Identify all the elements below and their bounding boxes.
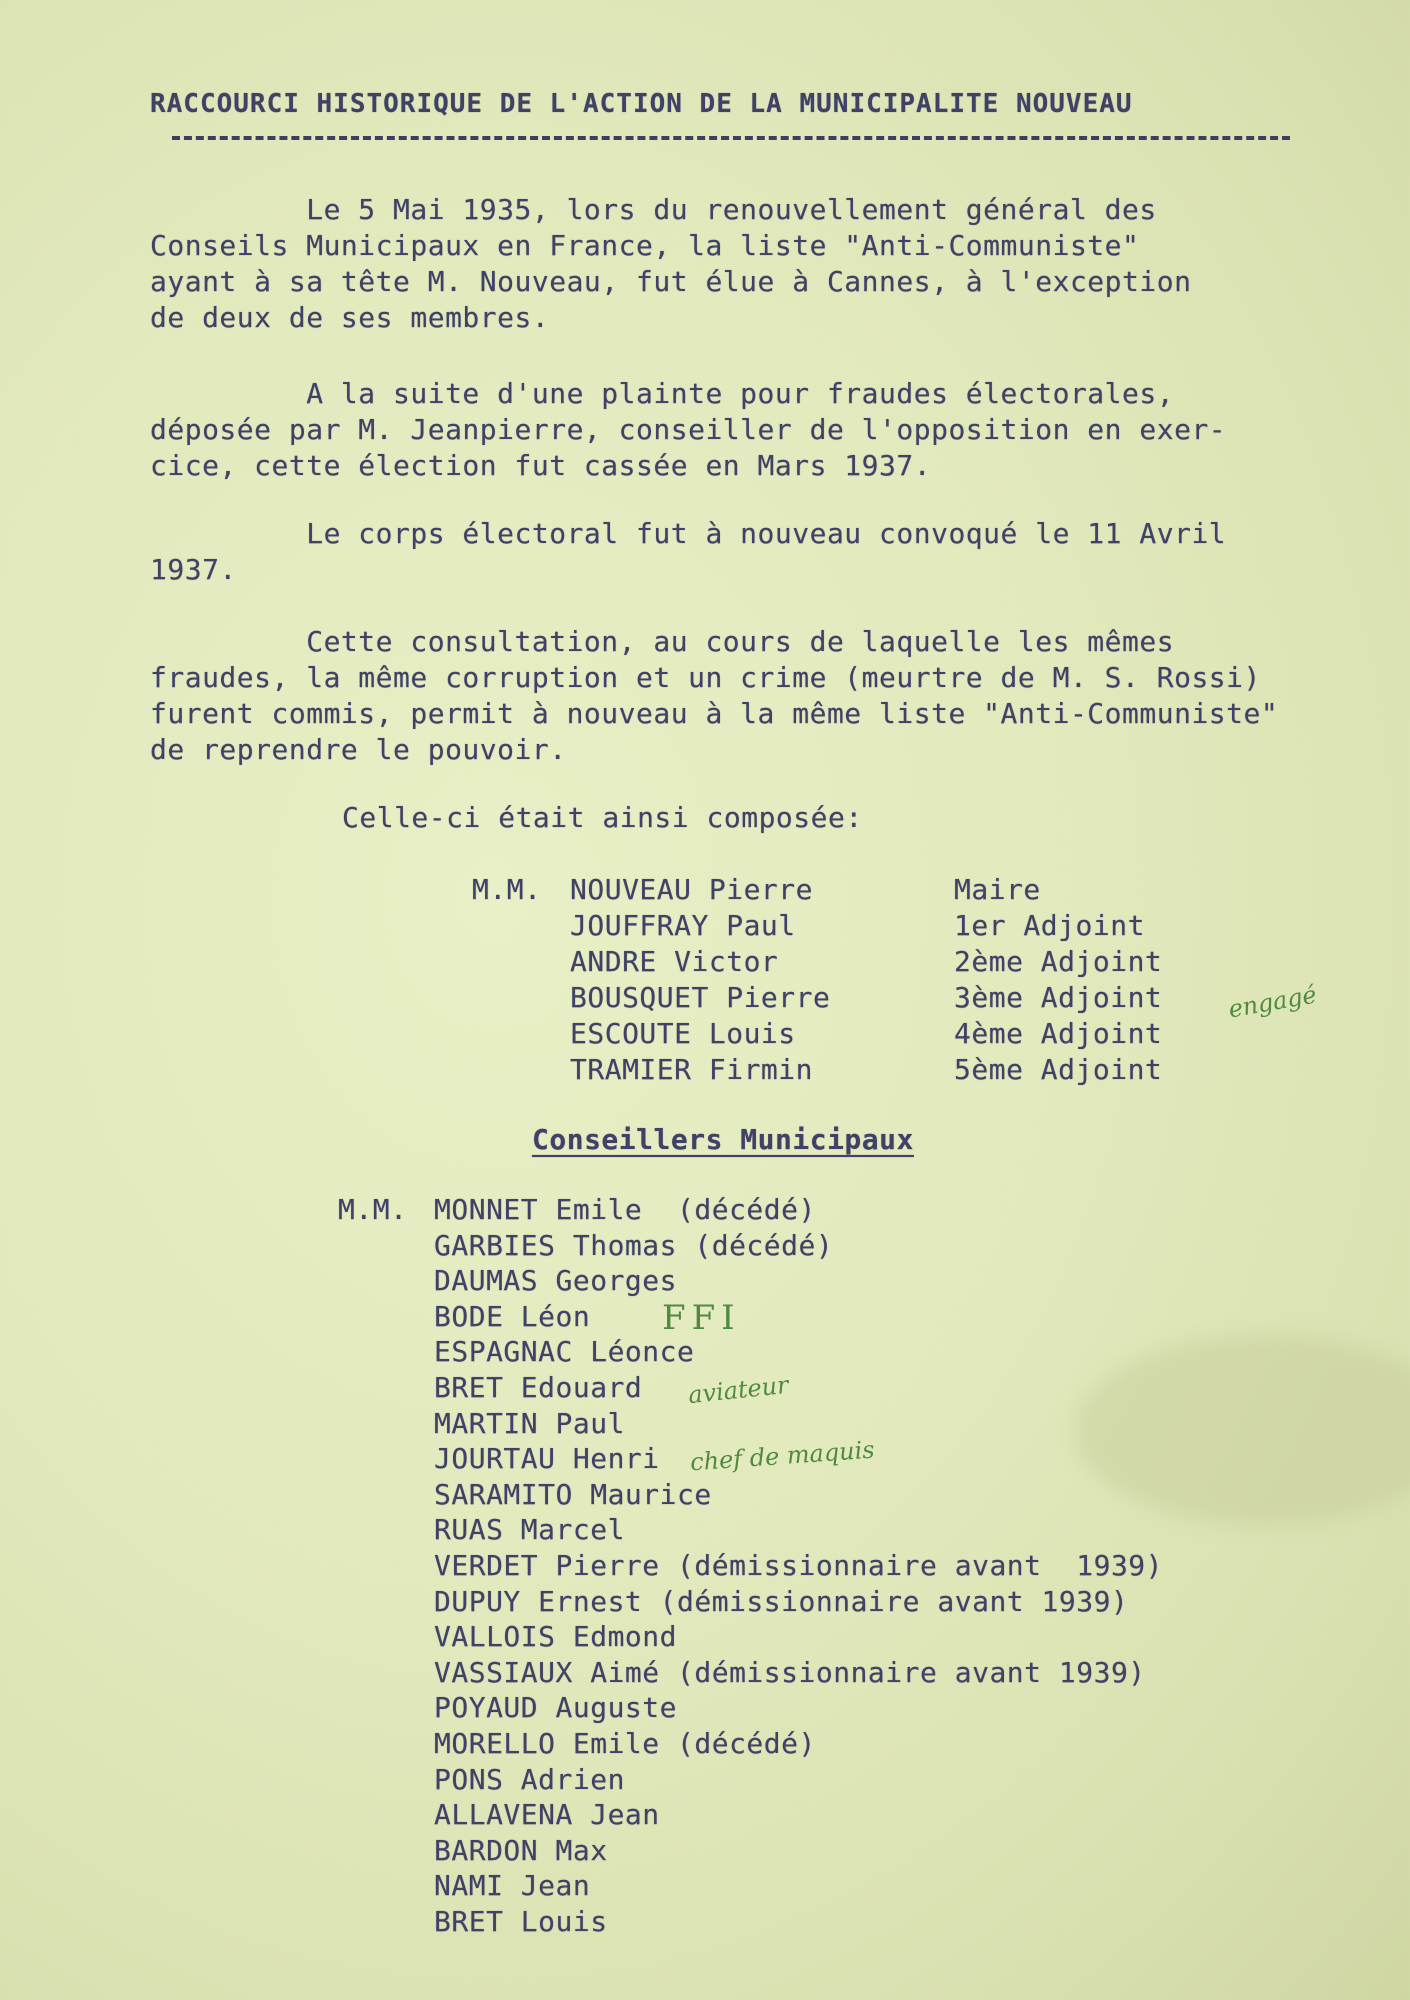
paragraph-line: fraudes, la même corruption et un crime (meurtre de M. S. Rossi) xyxy=(150,661,1261,694)
officer-role: 4ème Adjoint xyxy=(954,1017,1163,1050)
handwritten-note-bousquet: engagé xyxy=(1226,980,1319,1024)
paragraph-line: déposée par M. Jeanpierre, conseiller de l'opposition en exer- xyxy=(150,413,1227,446)
officer-name: JOUFFRAY Paul xyxy=(570,909,796,942)
councillor-entry: BRET Edouard xyxy=(434,1371,643,1404)
councillor-entry: JOURTAU Henri xyxy=(434,1442,660,1476)
officer-role: Maire xyxy=(954,873,1041,906)
councillor-entry: MONNET Emile (décédé) xyxy=(434,1193,816,1226)
councillor-entry: DAUMAS Georges xyxy=(434,1264,678,1298)
councillor-entry: RUAS Marcel xyxy=(434,1513,625,1547)
officer-role: 1er Adjoint xyxy=(954,909,1145,942)
handwritten-note-bret: aviateur xyxy=(686,1370,790,1410)
councillors-prefix: M.M. xyxy=(338,1193,408,1226)
title-dashed-rule xyxy=(172,136,1290,140)
list-intro: Celle-ci était ainsi composée: xyxy=(342,801,863,834)
councillors-heading: Conseillers Municipaux xyxy=(532,1123,914,1156)
paragraph-line: cice, cette élection fut cassée en Mars 1937. xyxy=(150,449,932,482)
councillor-entry: VALLOIS Edmond xyxy=(434,1620,678,1654)
councillor-entry: BRET Louis xyxy=(434,1905,608,1938)
councillor-entry: ESPAGNAC Léonce xyxy=(434,1335,695,1369)
officer-prefix: M.M. xyxy=(472,873,542,906)
councillor-entry: DUPUY Ernest (démissionnaire avant 1939) xyxy=(434,1584,1129,1618)
councillor-entry: BODE Léon xyxy=(434,1299,591,1333)
officer-name: ESCOUTE Louis xyxy=(570,1017,796,1050)
officer-role: 5ème Adjoint xyxy=(954,1053,1163,1086)
paragraph-line: Le corps électoral fut à nouveau convoqué le 11 Avril xyxy=(150,517,1227,550)
document-title: RACCOURCI HISTORIQUE DE L'ACTION DE LA MUNICIPALITE NOUVEAU xyxy=(150,89,1133,119)
councillor-entry: NAMI Jean xyxy=(434,1869,591,1903)
officer-name: BOUSQUET Pierre xyxy=(570,981,831,1014)
councillor-entry: MARTIN Paul xyxy=(434,1406,625,1440)
paragraph-line: de reprendre le pouvoir. xyxy=(150,733,567,766)
officer-name: NOUVEAU Pierre xyxy=(570,873,814,906)
paper-stain xyxy=(1075,1335,1410,1525)
paragraph-line: de deux de ses membres. xyxy=(150,301,550,334)
councillor-entry: MORELLO Emile (décédé) xyxy=(434,1727,816,1760)
paragraph-line: Cette consultation, au cours de laquelle les mêmes xyxy=(150,625,1175,658)
paragraph-line: ayant à sa tête M. Nouveau, fut élue à Cannes, à l'exception xyxy=(150,265,1192,298)
paragraph-line: 1937. xyxy=(150,553,237,586)
councillor-entry: SARAMITO Maurice xyxy=(434,1477,712,1511)
councillor-entry: VERDET Pierre (démissionnaire avant 1939) xyxy=(434,1549,1164,1582)
handwritten-note-jourtau: chef de maquis xyxy=(689,1435,876,1477)
officer-name: TRAMIER Firmin xyxy=(570,1053,814,1086)
councillor-entry: POYAUD Auguste xyxy=(434,1691,678,1725)
councillor-entry: PONS Adrien xyxy=(434,1762,625,1796)
officer-role: 3ème Adjoint xyxy=(954,981,1163,1014)
paragraph-line: furent commis, permit à nouveau à la même liste "Anti-Communiste" xyxy=(150,697,1279,730)
councillor-entry: VASSIAUX Aimé (démissionnaire avant 1939) xyxy=(434,1655,1146,1689)
handwritten-note-bode: FFI xyxy=(662,1298,741,1338)
councillor-entry: GARBIES Thomas (décédé) xyxy=(434,1228,834,1262)
councillor-entry: BARDON Max xyxy=(434,1833,608,1867)
paragraph-line: Conseils Municipaux en France, la liste "Anti-Communiste" xyxy=(150,229,1140,262)
councillor-entry: ALLAVENA Jean xyxy=(434,1798,660,1832)
paragraph-line: Le 5 Mai 1935, lors du renouvellement général des xyxy=(150,193,1157,226)
officer-role: 2ème Adjoint xyxy=(954,945,1163,978)
paragraph-line: A la suite d'une plainte pour fraudes électorales, xyxy=(150,377,1175,410)
officer-name: ANDRE Victor xyxy=(570,945,779,978)
